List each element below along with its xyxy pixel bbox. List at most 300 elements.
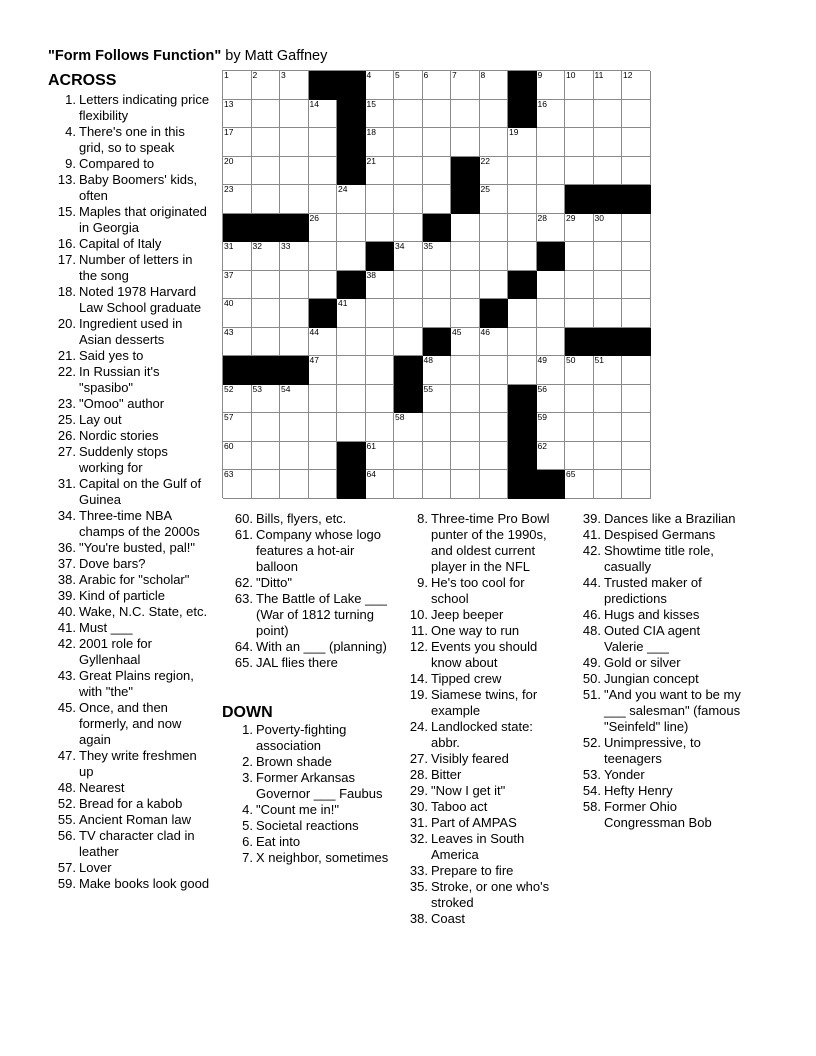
clue-num: 13. [57, 172, 76, 187]
grid-cell [451, 442, 480, 471]
clue-item [573, 575, 743, 607]
grid-cell [594, 71, 623, 100]
clue-item [400, 879, 565, 911]
clue-number: 22 [480, 155, 490, 166]
clue-item [48, 668, 210, 700]
clue-text: Leaves in South America [431, 831, 525, 862]
clue-item [48, 204, 210, 236]
black-square [565, 328, 594, 357]
grid-cell [594, 356, 623, 385]
clue-num: 37. [57, 556, 76, 571]
grid-cell [537, 328, 566, 357]
clue-text: Events you should know about [431, 639, 538, 670]
grid-cell [537, 185, 566, 214]
clue-text: Ingredient used in Asian desserts [79, 316, 183, 347]
clue-num: 47. [57, 748, 76, 763]
clue-num: 5. [242, 818, 253, 833]
clue-item [225, 575, 395, 591]
grid-cell [280, 71, 309, 100]
grid-cell [280, 242, 309, 271]
clue-number: 40 [224, 298, 234, 308]
clue-num: 24. [409, 719, 428, 734]
clue-text: They write freshmen up [79, 748, 197, 779]
clue-item [48, 540, 210, 556]
grid-cell [565, 128, 594, 157]
clue-number: 54 [281, 383, 291, 394]
grid-cell [480, 413, 509, 442]
grid-cell [537, 128, 566, 157]
grid-cell [223, 328, 252, 357]
clue-num: 39. [582, 511, 601, 526]
grid-cell [309, 214, 338, 243]
grid-cell [565, 271, 594, 300]
grid-cell [537, 385, 566, 414]
grid-cell [309, 242, 338, 271]
grid-cell [508, 214, 537, 243]
grid-cell [480, 185, 509, 214]
puzzle-title [48, 48, 327, 64]
black-square [223, 356, 252, 385]
clue-item [48, 588, 210, 604]
clue-item [48, 284, 210, 316]
clue-num: 64. [234, 639, 253, 654]
grid-cell [537, 356, 566, 385]
grid-cell [565, 100, 594, 129]
clue-item [573, 607, 743, 623]
grid-cell [394, 271, 423, 300]
clue-item [573, 687, 743, 735]
grid-cell [565, 356, 594, 385]
grid-cell [252, 442, 281, 471]
black-square [394, 385, 423, 414]
clue-number: 18 [366, 127, 376, 137]
grid-cell [223, 299, 252, 328]
crossword-grid [222, 70, 650, 498]
grid-cell [565, 413, 594, 442]
clue-num: 31. [57, 476, 76, 491]
clue-text: "Omoo" author [79, 396, 165, 411]
grid-cell [252, 328, 281, 357]
grid-cell [480, 442, 509, 471]
black-square [337, 100, 366, 129]
clue-number: 60 [224, 440, 234, 451]
grid-cell [252, 242, 281, 271]
grid-cell [337, 299, 366, 328]
grid-cell [451, 271, 480, 300]
clue-num: 49. [582, 655, 601, 670]
clue-num: 31. [409, 815, 428, 830]
grid-cell [394, 413, 423, 442]
grid-cell [594, 470, 623, 499]
black-square [594, 185, 623, 214]
grid-cell [366, 100, 395, 129]
grid-cell [366, 157, 395, 186]
clue-text: Visibly feared [431, 751, 509, 766]
grid-cell [622, 128, 651, 157]
clue-num: 54. [582, 783, 601, 798]
clue-number: 3 [281, 70, 286, 80]
grid-cell [622, 385, 651, 414]
clue-item [400, 719, 565, 751]
clue-item [225, 802, 395, 818]
clue-text: "And you want to be my ___ salesman" (famous "Seinfeld" line) [604, 687, 741, 734]
grid-cell [565, 71, 594, 100]
clue-item [400, 639, 565, 671]
grid-cell [480, 71, 509, 100]
black-square [537, 242, 566, 271]
clue-num: 21. [57, 348, 76, 363]
grid-cell [280, 328, 309, 357]
clue-text: Nearest [79, 780, 125, 795]
grid-cell [423, 385, 452, 414]
clue-item [400, 799, 565, 815]
clue-text: Ancient Roman law [79, 812, 191, 827]
clue-item [573, 623, 743, 655]
clue-num: 42. [582, 543, 601, 558]
grid-cell [622, 242, 651, 271]
grid-cell [366, 413, 395, 442]
clue-text: There's one in this grid, so to speak [79, 124, 185, 155]
grid-cell [508, 185, 537, 214]
clue-item [225, 850, 395, 866]
grid-cell [594, 100, 623, 129]
clue-text: Lover [79, 860, 112, 875]
clue-text: Eat into [256, 834, 301, 849]
clue-num: 2. [242, 754, 253, 769]
clue-item [225, 770, 395, 802]
clue-num: 33. [409, 863, 428, 878]
grid-cell [480, 242, 509, 271]
clue-text: Wake, N.C. State, etc. [79, 604, 208, 619]
clue-text: Yonder [604, 767, 645, 782]
grid-cell [537, 271, 566, 300]
grid-cell [508, 328, 537, 357]
clue-text: He's too cool for school [431, 575, 525, 606]
clue-text: Former Arkansas Governor ___ Faubus [256, 770, 383, 801]
clue-item [48, 92, 210, 124]
clue-num: 10. [409, 607, 428, 622]
grid-cell [252, 413, 281, 442]
clue-item [400, 687, 565, 719]
clue-num: 6. [242, 834, 253, 849]
clue-text: Coast [431, 911, 465, 926]
black-square [451, 185, 480, 214]
black-square [508, 271, 537, 300]
clue-num: 29. [409, 783, 428, 798]
grid-cell [451, 328, 480, 357]
grid-cell [280, 470, 309, 499]
grid-cell [309, 271, 338, 300]
grid-cell [565, 442, 594, 471]
clue-item [225, 511, 395, 527]
grid-cell [594, 299, 623, 328]
clue-num: 3. [242, 770, 253, 785]
clue-text: Arabic for "scholar" [79, 572, 190, 587]
clue-text: Gold or silver [604, 655, 681, 670]
clue-text: Bills, flyers, etc. [256, 511, 347, 526]
black-square [280, 356, 309, 385]
grid-cell [309, 470, 338, 499]
clue-number: 46 [480, 326, 490, 337]
black-square [252, 356, 281, 385]
clue-number: 16 [537, 98, 547, 109]
clue-number: 55 [423, 383, 433, 394]
clue-number: 45 [452, 326, 462, 337]
down-heading: DOWN [222, 704, 273, 721]
clue-num: 23. [57, 396, 76, 411]
grid-cell [223, 442, 252, 471]
clue-item [400, 815, 565, 831]
clue-item [225, 655, 395, 671]
clue-number: 13 [224, 98, 234, 109]
clue-number: 52 [224, 383, 234, 394]
clue-num: 40. [57, 604, 76, 619]
grid-cell [337, 356, 366, 385]
grid-cell [423, 299, 452, 328]
clue-number: 23 [224, 184, 234, 194]
clue-number: 1 [224, 70, 229, 80]
grid-cell [480, 128, 509, 157]
clue-item [48, 348, 210, 364]
black-square [423, 214, 452, 243]
grid-cell [394, 299, 423, 328]
clue-text: "Ditto" [256, 575, 292, 590]
grid-cell [366, 271, 395, 300]
clue-number: 62 [537, 440, 547, 451]
across-clues-column [48, 92, 210, 892]
clue-num: 62. [234, 575, 253, 590]
clue-text: Bread for a kabob [79, 796, 183, 811]
clue-item [400, 671, 565, 687]
clue-text: The Battle of Lake ___ (War of 1812 turning point) [256, 591, 387, 638]
grid-cell [252, 271, 281, 300]
clue-number: 7 [452, 70, 457, 80]
clue-text: Kind of particle [79, 588, 165, 603]
grid-cell [480, 271, 509, 300]
clue-num: 9. [65, 156, 76, 171]
grid-cell [423, 442, 452, 471]
grid-cell [594, 413, 623, 442]
grid-cell [451, 100, 480, 129]
grid-cell [423, 71, 452, 100]
clue-num: 27. [409, 751, 428, 766]
grid-cell [622, 299, 651, 328]
grid-cell [622, 157, 651, 186]
grid-cell [537, 299, 566, 328]
clue-text: In Russian it's "spasibo" [79, 364, 160, 395]
clue-text: Siamese twins, for example [431, 687, 538, 718]
clue-text: Prepare to fire [431, 863, 514, 878]
clue-number: 41 [338, 298, 348, 308]
clue-number: 35 [423, 241, 433, 251]
clue-number: 33 [281, 241, 291, 251]
clue-num: 36. [57, 540, 76, 555]
clue-item [48, 396, 210, 412]
grid-cell [622, 356, 651, 385]
clue-item [48, 636, 210, 668]
grid-cell [252, 299, 281, 328]
grid-cell [252, 157, 281, 186]
clue-item [400, 623, 565, 639]
clue-num: 1. [242, 722, 253, 737]
grid-cell [451, 413, 480, 442]
down-clues-column-2 [400, 511, 565, 927]
grid-cell [252, 185, 281, 214]
clue-number: 28 [537, 212, 547, 223]
grid-cell [223, 271, 252, 300]
grid-cell [480, 157, 509, 186]
grid-cell [423, 157, 452, 186]
clue-item [48, 780, 210, 796]
grid-cell [565, 385, 594, 414]
black-square [565, 185, 594, 214]
clue-text: Three-time NBA champs of the 2000s [79, 508, 200, 539]
clue-item [48, 444, 210, 476]
grid-cell [480, 214, 509, 243]
grid-cell [280, 100, 309, 129]
clue-num: 48. [57, 780, 76, 795]
grid-cell [594, 442, 623, 471]
grid-cell [223, 385, 252, 414]
grid-cell [366, 185, 395, 214]
clue-num: 34. [57, 508, 76, 523]
clue-num: 61. [234, 527, 253, 542]
clue-item [400, 767, 565, 783]
clue-num: 41. [57, 620, 76, 635]
clue-item [48, 412, 210, 428]
clue-text: Part of AMPAS [431, 815, 517, 830]
clue-text: Suddenly stops working for [79, 444, 168, 475]
grid-cell [394, 214, 423, 243]
black-square [309, 71, 338, 100]
clue-num: 7. [242, 850, 253, 865]
clue-text: Bitter [431, 767, 462, 782]
grid-cell [451, 299, 480, 328]
clue-text: Jeep beeper [431, 607, 504, 622]
grid-cell [565, 299, 594, 328]
clue-number: 5 [395, 70, 400, 80]
clue-num: 22. [57, 364, 76, 379]
clue-item [573, 783, 743, 799]
grid-cell [280, 128, 309, 157]
clue-text: Outed CIA agent Valerie ___ [604, 623, 701, 654]
clue-item [573, 527, 743, 543]
black-square [280, 214, 309, 243]
clue-num: 4. [65, 124, 76, 139]
grid-cell [309, 356, 338, 385]
grid-cell [508, 128, 537, 157]
clue-num: 52. [57, 796, 76, 811]
grid-cell [622, 271, 651, 300]
clue-text: 2001 role for Gyllenhaal [79, 636, 152, 667]
clue-num: 19. [409, 687, 428, 702]
clue-text: Capital on the Gulf of Guinea [79, 476, 202, 507]
clue-number: 14 [309, 98, 319, 109]
clue-item [400, 751, 565, 767]
grid-cell [309, 128, 338, 157]
clue-number: 51 [594, 355, 604, 365]
clue-number: 11 [594, 70, 604, 80]
clue-num: 43. [57, 668, 76, 683]
clue-number: 29 [566, 212, 576, 223]
clue-num: 59. [57, 876, 76, 891]
grid-cell [394, 328, 423, 357]
clue-item [48, 364, 210, 396]
clue-text: JAL flies there [256, 655, 338, 670]
grid-cell [366, 470, 395, 499]
clue-number: 61 [366, 440, 376, 451]
clue-item [48, 508, 210, 540]
grid-cell [537, 71, 566, 100]
grid-cell [480, 356, 509, 385]
clue-num: 46. [582, 607, 601, 622]
clue-text: Jungian concept [604, 671, 699, 686]
clue-number: 6 [423, 70, 429, 80]
clue-item [573, 511, 743, 527]
black-square [337, 271, 366, 300]
clue-num: 53. [582, 767, 601, 782]
grid-cell [508, 242, 537, 271]
clue-num: 1. [65, 92, 76, 107]
clue-num: 27. [57, 444, 76, 459]
grid-cell [423, 271, 452, 300]
black-square [423, 328, 452, 357]
grid-cell [366, 442, 395, 471]
grid-cell [280, 442, 309, 471]
grid-cell [309, 385, 338, 414]
clue-item [400, 831, 565, 863]
clue-num: 44. [582, 575, 601, 590]
clue-num: 41. [582, 527, 601, 542]
clue-item [225, 818, 395, 834]
grid-cell [280, 413, 309, 442]
clue-number: 9 [537, 70, 543, 80]
clue-num: 56. [57, 828, 76, 843]
black-square [309, 299, 338, 328]
clue-number: 21 [366, 155, 376, 166]
clue-item [48, 556, 210, 572]
black-square [508, 413, 537, 442]
clue-item [225, 591, 395, 639]
grid-cell [423, 128, 452, 157]
clue-number: 31 [224, 241, 234, 251]
clue-num: 57. [57, 860, 76, 875]
grid-cell [537, 413, 566, 442]
grid-cell [309, 185, 338, 214]
grid-cell [508, 157, 537, 186]
clue-text: Taboo act [431, 799, 488, 814]
clue-text: X neighbor, sometimes [256, 850, 389, 865]
clue-text: Nordic stories [79, 428, 159, 443]
clue-text: TV character clad in leather [79, 828, 195, 859]
clue-number: 65 [566, 469, 576, 479]
grid-cell [594, 242, 623, 271]
grid-cell [366, 71, 395, 100]
grid-cell [223, 470, 252, 499]
clue-number: 43 [224, 326, 234, 337]
clue-item [48, 620, 210, 636]
grid-cell [309, 442, 338, 471]
clue-num: 45. [57, 700, 76, 715]
clue-text: Despised Germans [604, 527, 716, 542]
clue-text: Company whose logo features a hot-air balloon [256, 527, 382, 574]
grid-cell [423, 356, 452, 385]
clue-text: Landlocked state: abbr. [431, 719, 533, 750]
clue-item [48, 748, 210, 780]
grid-cell [480, 470, 509, 499]
clue-number: 47 [309, 355, 319, 365]
clue-item [225, 722, 395, 754]
